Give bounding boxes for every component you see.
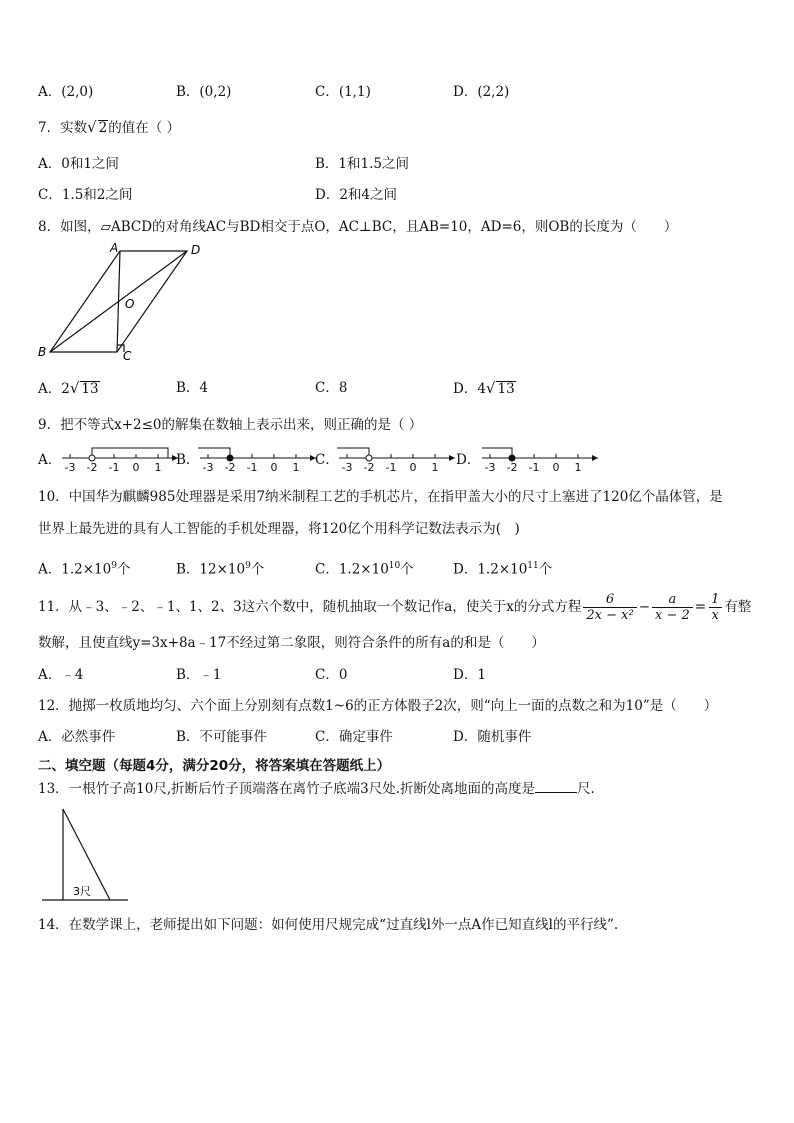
q9-number-line-c [337,440,457,476]
q14-stem: 14．在数学课上，老师提出如下问题：如何使用尺规完成“过直线l外一点A作已知直线l的平行线”. [38,917,619,933]
q9-option-b-letter: B． [176,452,200,468]
q9-option-a-letter: A． [38,452,62,468]
q6-option-c: C．(1,1) [315,84,371,100]
q9-number-line-d [480,440,602,476]
solution-bracket [337,448,369,458]
q12-option-c: C．确定事件 [315,729,393,745]
q7-option-d: D．2和4之间 [315,187,398,203]
q9-number-line-a [60,440,180,476]
open-dot [89,455,95,461]
tick-label: -3 [64,461,76,474]
q10-option-c-exp: 10 [388,561,401,571]
q11-stem-line2: 数解，且使直线y=3x+8a﹣17不经过第二象限，则符合条件的所有a的和是（ ） [38,635,545,651]
q12-option-b: B．不可能事件 [176,729,267,745]
q10-option-d-exp: 11 [527,561,539,571]
q10-option-b-base: B．12×10 [176,561,246,578]
solution-bracket [482,448,512,458]
tick-label: -1 [108,461,120,474]
q13-text-a: 13．一根竹子高10尺,折断后竹子顶端落在离竹子底端3尺处.折断处离地面的高度是 [38,781,536,797]
closed-dot [509,455,515,461]
label-d: D [191,243,201,257]
q11-option-d: D．1 [453,667,486,683]
solution-bracket [198,448,230,458]
q10-stem-line1: 10．中国华为麒麟985处理器是采用7纳米制程工艺的手机芯片，在指甲盖大小的尺寸上塞进了120亿个晶体管，是 [38,489,723,505]
q10-option-c-base: C．1.2×10 [315,561,389,578]
q8-option-a-radicand: 13 [81,381,99,397]
q13-stem [38,780,595,797]
q8-stem: 8．如图，▱ABCD的对角线AC与BD相交于点O，AC⊥BC，且AB=10，AD=6，则OB的长度为（ ） [38,219,678,235]
closed-dot [227,455,233,461]
q11-text-b: 有整 [724,599,752,615]
q7-option-b: B．1和1.5之间 [315,156,409,172]
q7-prefix: 7．实数 [38,120,88,136]
q10-option-a-exp: 9 [111,561,117,571]
q10-option-b-exp: 9 [245,561,251,571]
tick-label: 0 [409,461,417,474]
q10-option-d-unit: 个 [538,561,553,578]
q8-option-a-prefix: A．2 [38,381,70,397]
tick-label: 1 [292,461,300,474]
tick-label: -2 [363,461,375,474]
q10-stem-line2: 世界上最先进的具有人工智能的手机处理器，将120亿个用科学记数法表示为( ) [38,521,520,537]
label-c: C [123,349,132,363]
q13-figure-label: 3尺 [73,885,91,898]
tick-label: -1 [385,461,397,474]
q11-fraction-2-num: a [668,591,677,607]
open-dot [366,455,372,461]
tick-label: -3 [341,461,353,474]
axis-arrow-icon [592,455,598,461]
label-o: O [125,297,135,311]
tick-label: 0 [552,461,560,474]
q10-option-b [176,558,264,578]
q7-stem: 7．实数√ 2的值在（ ） [38,118,181,136]
q9-option-d-letter: D． [456,452,481,468]
q11-fraction-3-num: 1 [711,591,720,607]
q6-option-b: B．(0,2) [176,84,232,100]
tick-label: -1 [246,461,258,474]
q11-fraction-1-den: 2x − x² [583,607,636,623]
q10-option-d [453,558,552,578]
q9-option-c-letter: C． [315,452,339,468]
tick-label: -1 [528,461,540,474]
q11-stem-line1 [38,590,751,624]
q9-number-line-b [198,440,318,476]
q10-option-a-unit: 个 [116,561,131,578]
q8-option-d: D．4√ 13 [453,379,515,397]
q10-option-c-unit: 个 [400,561,414,578]
tick-label: 1 [154,461,162,474]
q8-option-d-radicand: 13 [497,381,515,397]
label-a: A [110,241,119,255]
tick-label: -3 [202,461,214,474]
tick-label: 1 [431,461,439,474]
tick-label: 0 [132,461,140,474]
tick-label: -3 [484,461,496,474]
axis-arrow-icon [449,455,455,461]
q12-option-d: D．随机事件 [453,729,532,745]
q11-fraction-3-den: x [709,607,722,623]
q11-text-a: 11．从﹣3、﹣2、﹣1、1、2、3这六个数中，随机抽取一个数记作a，使关于x的分式方程 [38,599,582,615]
q11-fraction-1 [583,592,636,623]
solution-bracket [92,448,168,458]
q11-option-b: B．﹣1 [176,667,222,683]
q11-option-c: C．0 [315,667,348,683]
diagonal-bd [50,251,187,352]
parallelogram-figure [32,240,212,366]
q7-option-a: A．0和1之间 [38,156,119,172]
q6-option-d: D．(2,2) [453,84,510,100]
q10-option-c [315,558,414,578]
q10-option-a-base: A．1.2×10 [38,561,112,578]
q10-option-d-base: D．1.2×10 [453,561,528,578]
bamboo-figure [40,806,140,906]
tick-label: -2 [224,461,236,474]
q11-fraction-2 [652,592,693,623]
q7-option-c: C．1.5和2之间 [38,187,133,203]
q8-option-c: C．8 [315,380,348,396]
q10-option-b-unit: 个 [250,561,265,578]
q8-option-d-prefix: D．4 [453,381,486,397]
q10-option-a [38,558,130,578]
q8-option-b: B．4 [176,380,209,396]
q8-option-a: A．2√ 13 [38,379,99,397]
q12-stem: 12．抛掷一枚质地均匀、六个面上分别刻有点数1~6的正方体骰子2次，则“向上一面的点数之和为10”是（ ） [38,698,718,714]
q11-option-a: A．﹣4 [38,667,84,683]
q7-radicand: 2 [98,120,108,136]
tick-label: -2 [86,461,98,474]
q6-option-a: A．(2,0) [38,84,94,100]
q11-fraction-1-num: 6 [605,591,615,607]
q11-fraction-2-den: x − 2 [652,607,693,623]
tick-label: -2 [506,461,518,474]
q11-minus: − [638,599,650,615]
label-b: B [38,345,47,359]
tick-label: 0 [270,461,278,474]
q9-stem: 9．把不等式x+2≤0的解集在数轴上表示出来，则正确的是（ ） [38,417,423,433]
q13-answer-blank[interactable] [535,780,577,793]
q13-text-b: 尺. [577,781,595,797]
tick-label: 1 [574,461,582,474]
q11-equals: = [694,599,707,615]
q12-option-a: A．必然事件 [38,729,116,745]
q7-suffix: 的值在（ ） [108,120,181,136]
q11-fraction-3 [708,592,722,623]
section-2-heading: 二、填空题（每题4分，满分20分，将答案填在答题纸上） [38,758,391,774]
